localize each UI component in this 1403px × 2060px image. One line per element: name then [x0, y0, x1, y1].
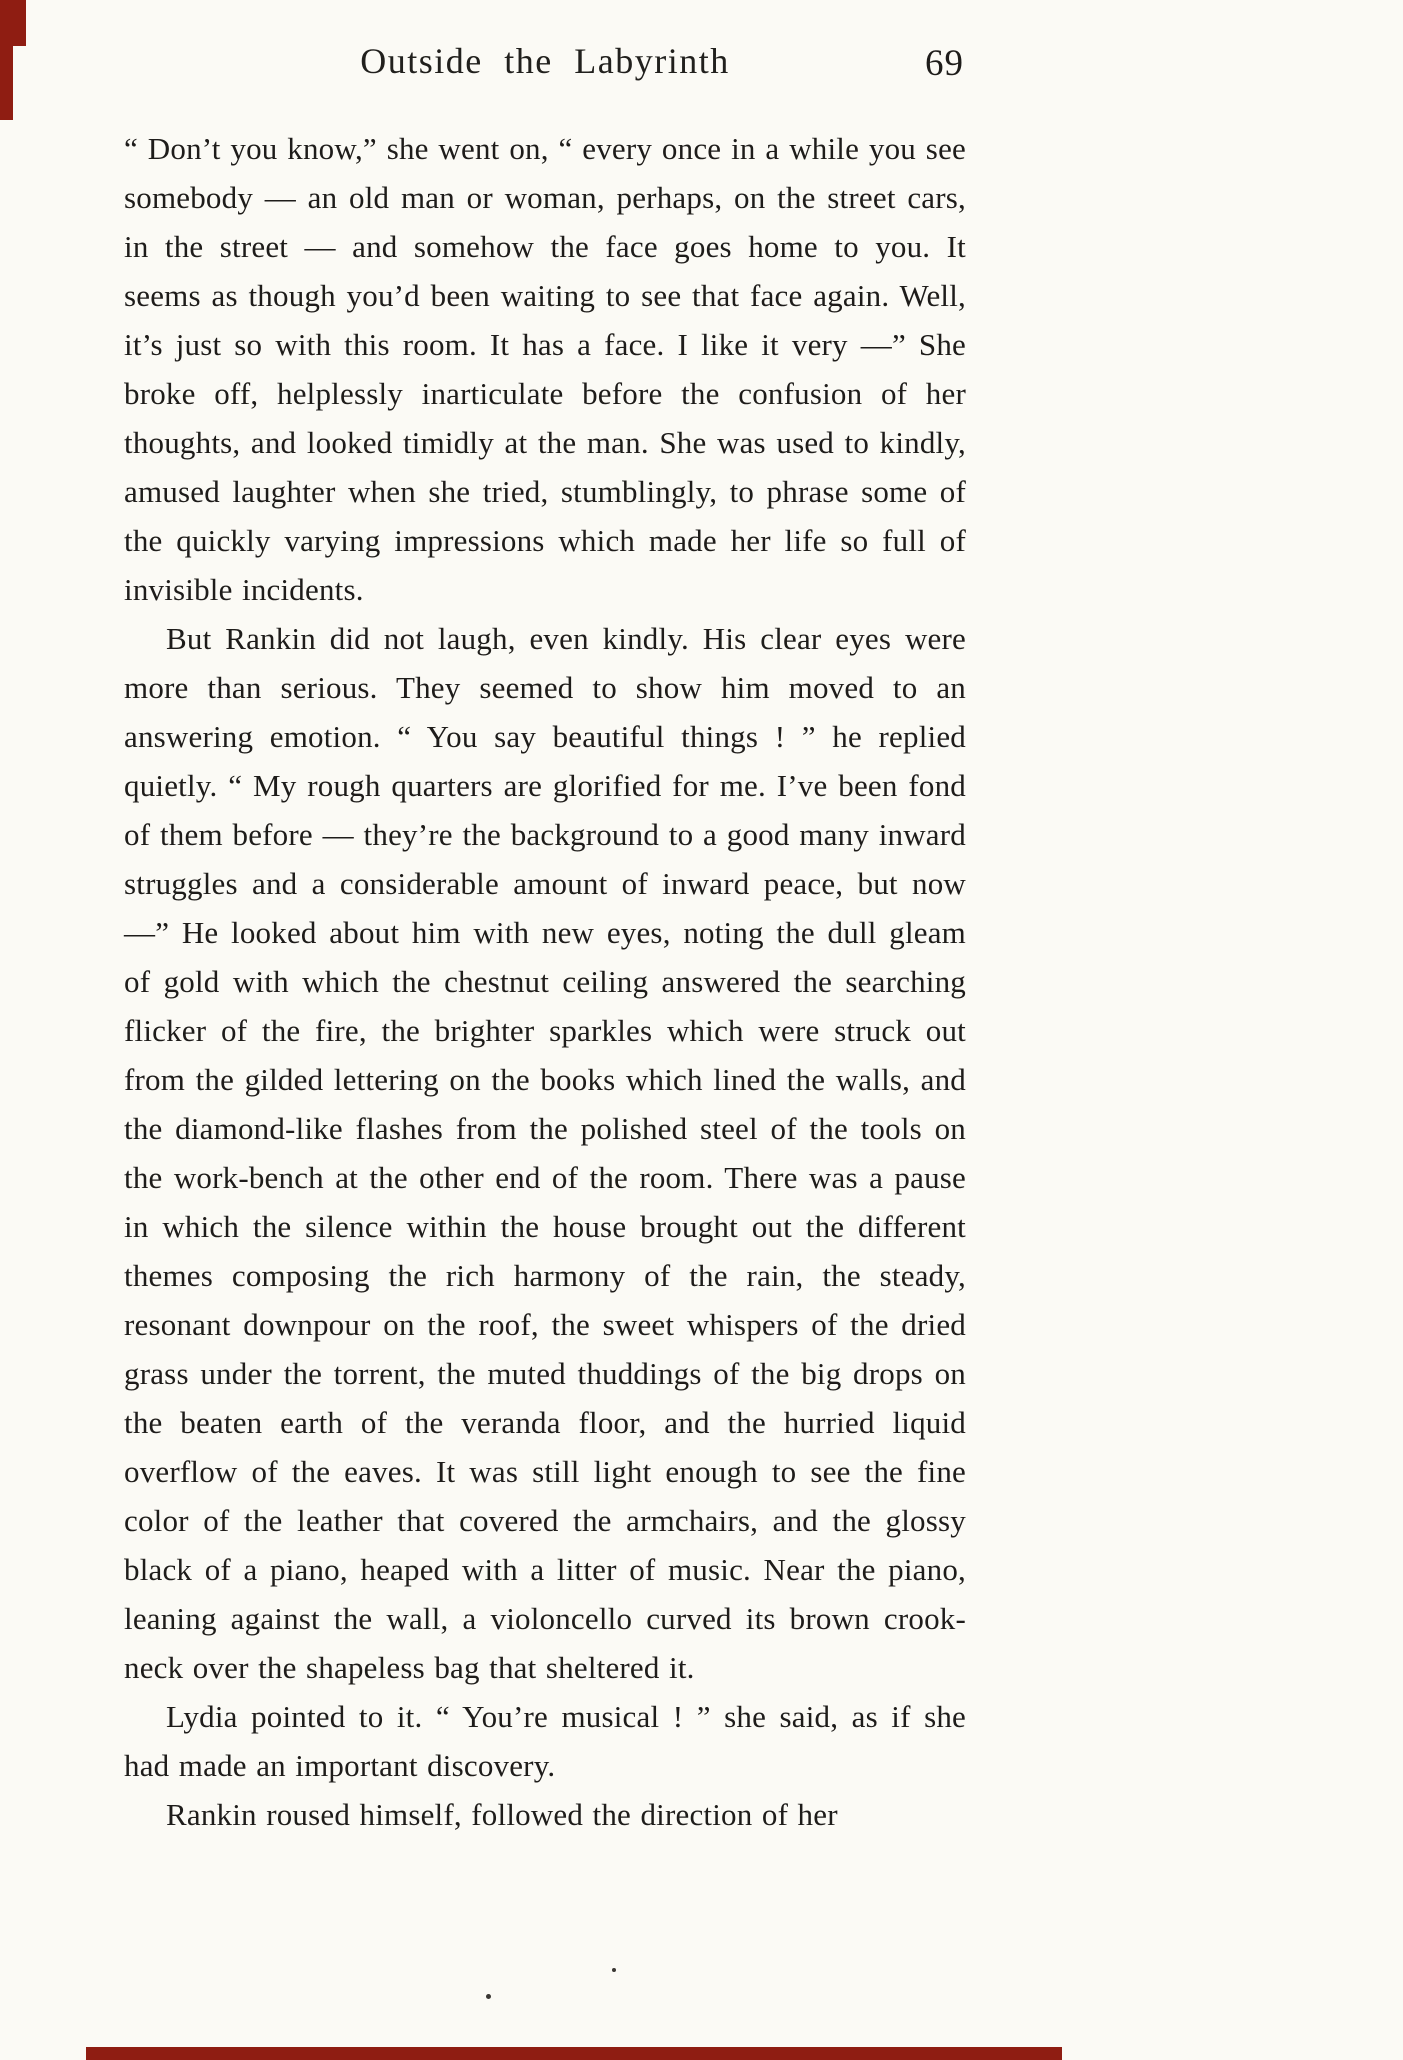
- paragraph: Lydia pointed to it. “ You’re musical ! ” she said, as if she had made an important discovery.: [124, 1699, 966, 1783]
- text-column: [124, 40, 966, 1839]
- scan-mark-bottom-edge: [86, 2047, 1062, 2060]
- scan-speck: [486, 1994, 491, 1999]
- body-text: [124, 124, 966, 1839]
- page-number: 69: [925, 43, 964, 84]
- paragraph: But Rankin did not laugh, even kindly. His clear eyes were more than serious. They seemed to show him moved to an answering emotion. “ You say beautiful things ! ” he replied quietly. “ My rough quarters are glorified for me. I’ve been fond of them before — they’re the background to a good many inward struggles and a considerable amount of inward peace, but now —” He looked about him with new eyes, noting the dull gleam of gold with which the chestnut ceiling answered the searching flicker of the fire, the brighter sparkles which were struck out from the gilded lettering on the books which lined the walls, and the diamond-like flashes from the polished steel of the tools on the work-bench at the other end of the room. There was a pause in which the silence within the house brought out the different themes composing the rich harmony of the rain, the steady, resonant downpour on the roof, the sweet whispers of the dried grass under the torrent, the muted thuddings of the big drops on the beaten earth of the veranda floor, and the hurried liquid overflow of the eaves. It was still light enough to see the fine color of the leather that covered the armchairs, and the glossy black of a piano, heaped with a litter of music. Near the piano, leaning against the wall, a violoncello curved its brown crook-neck over the shapeless bag that sheltered it.: [124, 621, 966, 1685]
- scan-speck: [612, 1968, 616, 1972]
- paragraph: “ Don’t you know,” she went on, “ every once in a while you see somebody — an old man or woman, perhaps, on the street cars, in the street — and somehow the face goes home to you. It seems as though you’d been waiting to see that face again. Well, it’s just so with this room. It has a face. I like it very —” She broke off, helplessly inarticulate before the confusion of her thoughts, and looked timidly at the man. She was used to kindly, amused laughter when she tried, stumblingly, to phrase some of the quickly varying impressions which made her life so full of invisible incidents.: [124, 131, 966, 607]
- running-head-title: Outside the Labyrinth: [360, 41, 730, 81]
- paragraph: Rankin roused himself, followed the direction of her: [166, 1797, 838, 1832]
- page-header: [124, 40, 966, 104]
- scan-mark-top-left-thin: [0, 0, 13, 120]
